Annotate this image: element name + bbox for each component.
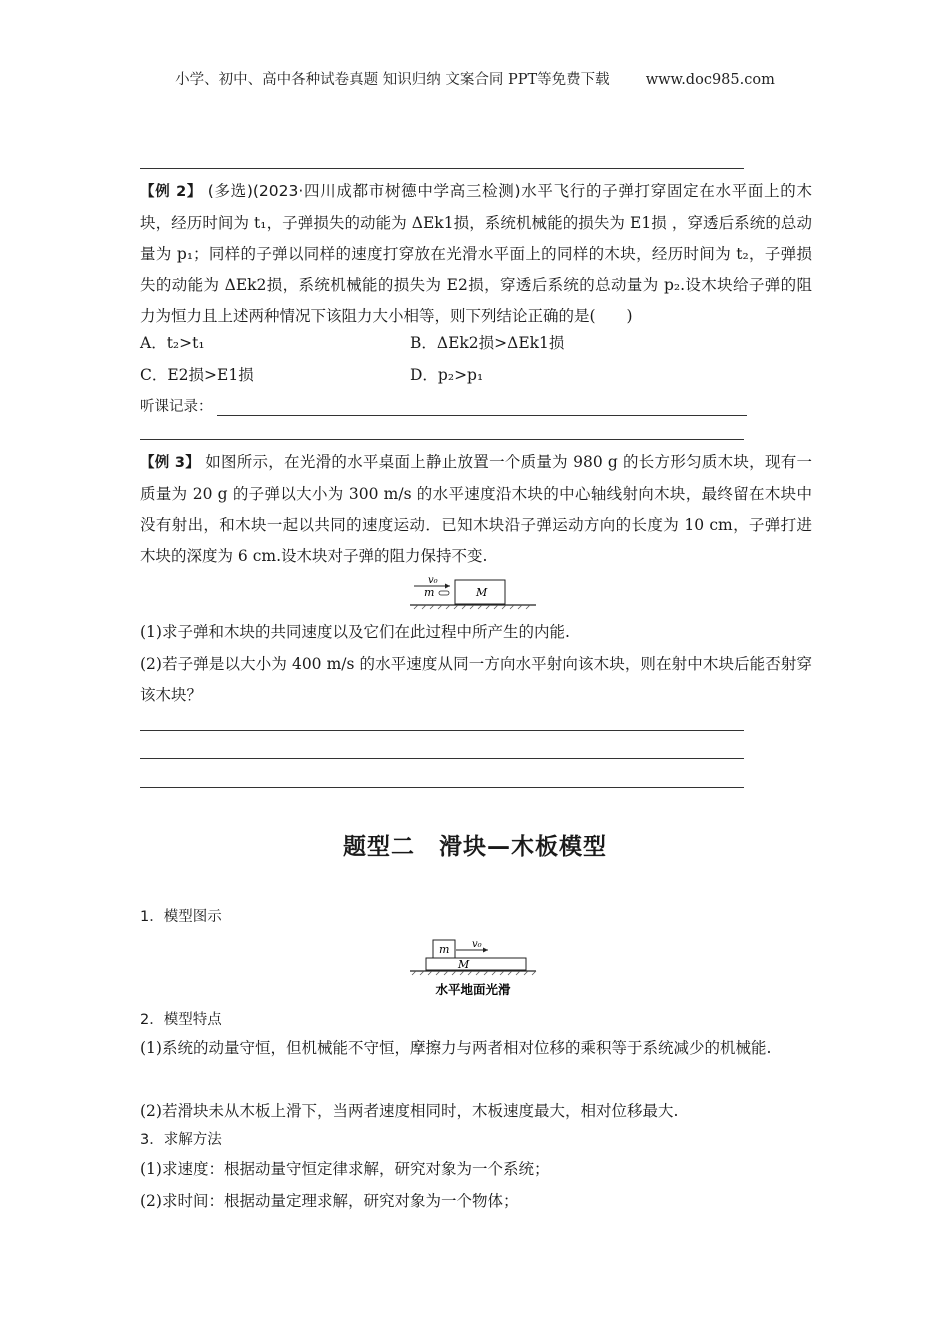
method-2: (2)求时间：根据动量定理求解，研究对象为一个物体； <box>140 1192 519 1210</box>
arrow-head <box>445 584 450 589</box>
figure-m-label: m <box>424 586 435 599</box>
answer-line[interactable] <box>140 730 744 731</box>
answer-line[interactable] <box>140 787 744 788</box>
option-b: B．ΔEk2损>ΔEk1损 <box>410 334 565 352</box>
feature-1: (1)系统的动量守恒，但机械能不守恒，摩擦力与两者相对位移的乘积等于系统减少的机械能. <box>140 1039 772 1057</box>
figure-board-M-label: M <box>458 958 470 971</box>
figure-M-label: M <box>476 586 488 599</box>
example-3-q2: (2)若子弹是以大小为 400 m/s 的水平速度从同一方向水平射向该木块，则在射中木块后能否射穿该木块？ <box>140 655 812 704</box>
example-3-tag: 【例 3】 <box>140 455 200 471</box>
example-2-text <box>140 176 812 332</box>
example-3-q1: (1)求子弹和木块的共同速度以及它们在此过程中所产生的内能. <box>140 623 570 641</box>
option-a: A．t₂>t₁ <box>140 334 205 352</box>
example-2-tag: 【例 2】 <box>140 184 203 200</box>
notes-row <box>140 395 747 416</box>
divider <box>140 168 744 169</box>
feature-2: (2)若滑块未从木板上滑下，当两者速度相同时，木板速度最大，相对位移最大. <box>140 1102 679 1120</box>
figure-caption: 水平地面光滑 <box>435 982 511 997</box>
example-3-body: 如图所示，在光滑的水平桌面上静止放置一个质量为 980 g 的长方形匀质木块，现有一质量为 20 g 的子弹以大小为 300 m/s 的水平速度沿木块的中心轴线射向木块，最终留在木块中没有射出，和木块一起以共同的速度运动．已知木块沿子弹运动方向的长度为 10 cm，子弹打进木块的深度为 6 cm.设木块对子弹的阻力保持不变. <box>140 453 812 565</box>
notes-label: 听课记录： <box>140 399 213 415</box>
section-title-a: 题型二 <box>343 834 415 860</box>
bullet-shape <box>439 591 449 595</box>
divider <box>140 439 744 440</box>
item-2-heading: 2．模型特点 <box>140 1012 222 1028</box>
header-site[interactable]: www.doc985.com <box>645 72 775 88</box>
item-3-heading: 3．求解方法 <box>140 1132 222 1148</box>
option-d: D．p₂>p₁ <box>410 366 484 384</box>
section-title <box>0 828 950 861</box>
method-1: (1)求速度：根据动量守恒定律求解，研究对象为一个系统； <box>140 1160 550 1178</box>
board-shape <box>426 958 526 970</box>
notes-input-line[interactable] <box>217 401 747 416</box>
header-text: 小学、初中、高中各种试卷真题 知识归纳 文案合同 PPT等免费下载 <box>175 72 610 88</box>
section-title-b: 滑块—木板模型 <box>439 834 607 860</box>
answer-line[interactable] <box>140 758 744 759</box>
page-header <box>0 68 950 89</box>
example-2-source: (多选)(2023·四川成都市树德中学高三检测) <box>207 182 521 200</box>
bullet-block-figure <box>410 572 540 612</box>
arrow-head <box>483 948 488 953</box>
example-2-body: 水平飞行的子弹打穿固定在水平面上的木块，经历时间为 t₁，子弹损失的动能为 ΔEk1损，系统机械能的损失为 E1损 ，穿透后系统的总动量为 p₁；同样的子弹以同样的速度打穿放在光滑水平面上的同样的木块，经历时间为 t₂，子弹损失的动能为 ΔEk2损，系统机械能的损失为 E2损，穿透后系统的总动量为 p₂.设木块给子弹的阻力为恒力且上述两种情况下该阻力大小相等，则下列结论正确的是( ) <box>140 182 812 325</box>
figure-slider-v0-label: v₀ <box>472 939 482 950</box>
figure-v0-label: v₀ <box>428 575 438 586</box>
slider-board-figure <box>408 938 538 1000</box>
figure-slider-m-label: m <box>439 943 450 956</box>
example-3-text <box>140 447 812 572</box>
item-1-heading: 1．模型图示 <box>140 909 222 925</box>
option-c: C．E2损>E1损 <box>140 366 254 384</box>
